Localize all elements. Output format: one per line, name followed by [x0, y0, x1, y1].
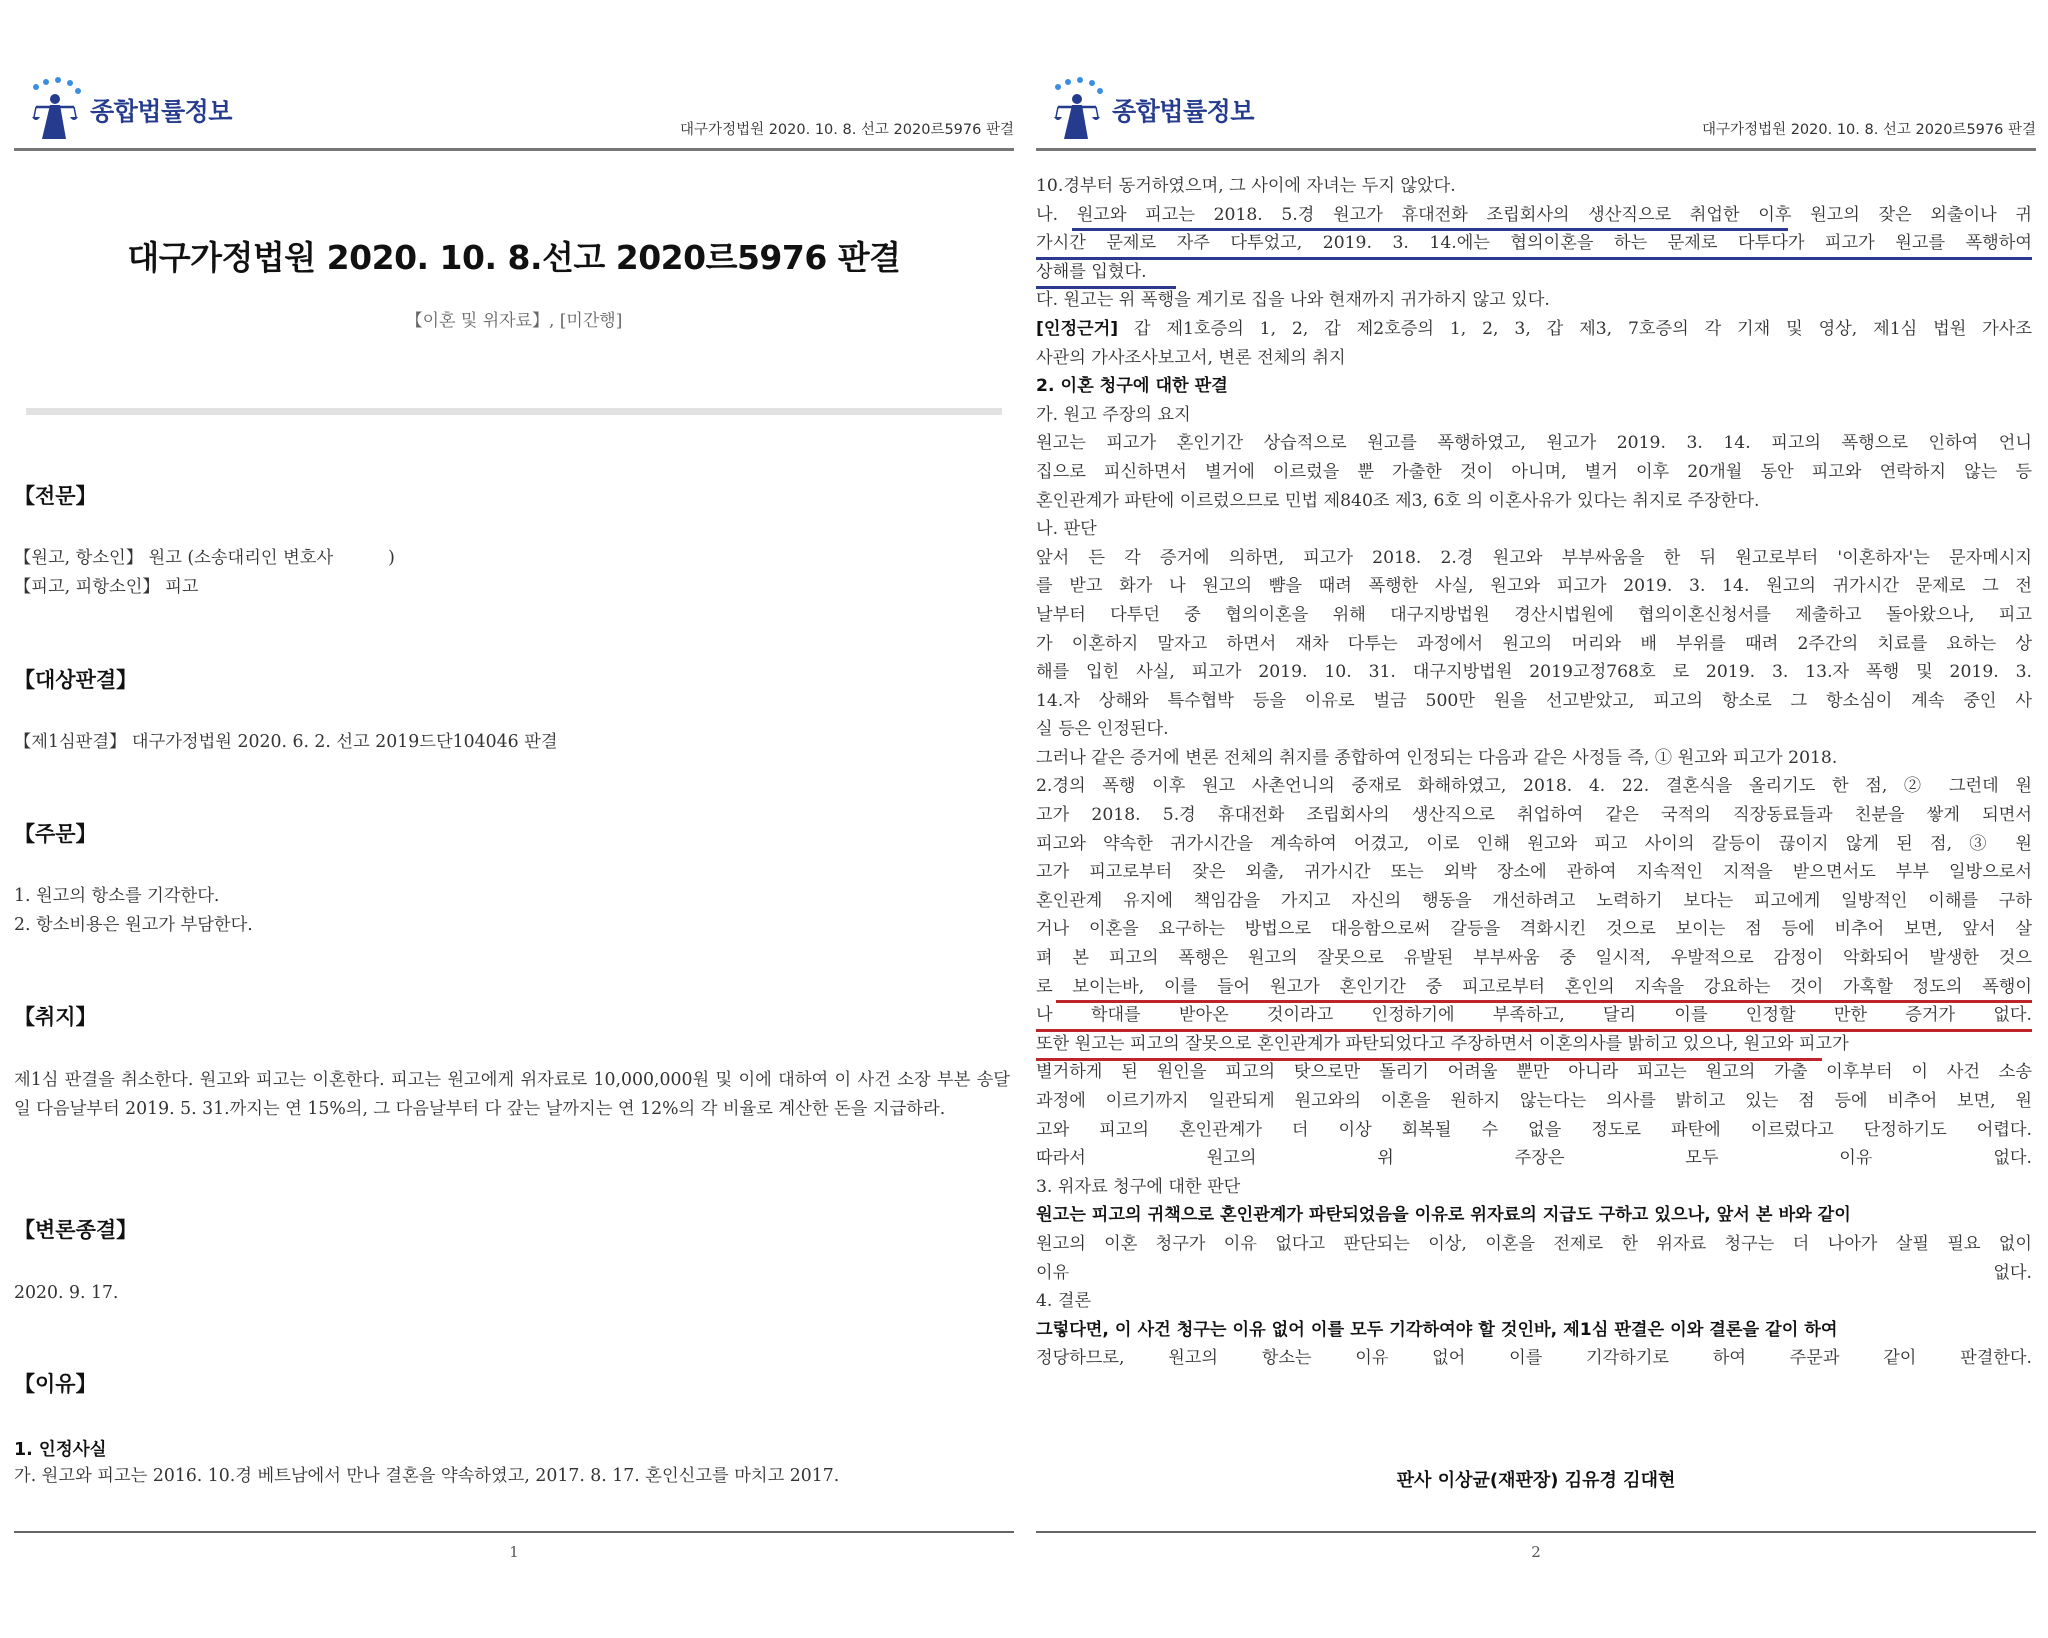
target-judgment-text: 【제1심판결】 대구가정법원 2020. 6. 2. 선고 2019드단104046 판결 [14, 732, 558, 752]
brand-name: 종합법률정보 [1112, 97, 1254, 126]
highlight-underline [1036, 1058, 1822, 1061]
judges-signature: 판사 이상균(재판장) 김유경 김대현 [1396, 1470, 1676, 1491]
footer-divider [1036, 1531, 2036, 1533]
section-purpose: 【취지】 [14, 1005, 97, 1029]
highlight-underline [1036, 286, 1176, 289]
text-line: 가 이혼하지 말자고 하면서 재차 다투는 과정에서 원고의 머리와 배 부위를 때려 2주간의 치료를 요하는 상 [1036, 633, 2032, 654]
text-line: 다. 원고는 위 폭행을 계기로 집을 나와 현재까지 귀가하지 않고 있다. [1036, 290, 1550, 311]
text-line: 고가 피고로부터 잦은 외출, 귀가시간 또는 외박 장소에 관하여 지속적인 지적을 받으면서도 부부 일방으로서 [1036, 862, 2032, 883]
text-line: 따라서 원고의 위 주장은 모두 이유 없다. [1036, 1148, 2032, 1169]
text-line: 앞서 든 각 증거에 의하면, 피고가 2018. 2.경 원고와 부부싸움을 한 뒤 원고로부터 '이혼하자'는 문자메시지 [1036, 547, 2032, 568]
text-line: 거나 이혼을 요구하는 방법으로 대응함으로써 갈등을 격화시킨 것으로 보이는 점 등에 비추어 보면, 앞서 살 [1036, 919, 2032, 940]
text-line: 집으로 피신하면서 별거에 이르렀을 뿐 가출한 것이 아니며, 별거 이후 20개월 동안 피고와 연락하지 않는 등 [1036, 461, 2032, 482]
section-heading: 그렇다면, 이 사건 청구는 이유 없어 이를 모두 기각하여야 할 것인바, 제1심 판결은 이와 결론을 같이 하여 [1036, 1319, 1838, 1340]
text-line: 혼인관계가 파탄에 이르렀으므로 민법 제840조 제3, 6호 의 이혼사유가 있다는 취지로 주장한다. [1036, 490, 1760, 511]
section-target-judgment: 【대상판결】 [14, 668, 138, 692]
text-line: 상해를 입혔다. [1036, 261, 1147, 282]
judgment-body [1036, 172, 2032, 1373]
section-heading: 2. 이혼 청구에 대한 판결 [1036, 376, 1228, 397]
reason-first-line: 가. 원고와 피고는 2016. 10.경 베트남에서 만나 결혼을 약속하였고, 2017. 8. 17. 혼인신고를 마치고 2017. [14, 1466, 840, 1486]
text-line: 고가 2018. 5.경 휴대전화 조립회사의 생산직으로 취업하여 같은 국적의 직장동료들과 친분을 쌓게 되면서 [1036, 805, 2032, 826]
text-line: [인정근거] 갑 제1호증의 1, 2, 갑 제2호증의 1, 2, 3, 갑 제3, 7호증의 각 기재 및 영상, 제1심 법원 가사조 [1036, 318, 2032, 339]
page-header [14, 72, 1014, 151]
text-line: 피고와 약속한 귀가시간을 계속하여 어겼고, 이로 인해 원고와 피고 사이의 갈등이 끊이지 않게 된 점, ③ 원 [1036, 833, 2032, 854]
text-line: 펴 본 피고의 폭행은 원고의 잘못으로 유발된 부부싸움 중 일시적, 우발적으로 감정이 악화되어 발생한 것으 [1036, 948, 2032, 969]
text-line: 나. 원고와 피고는 2018. 5.경 원고가 휴대전화 조립회사의 생산직으로 취업한 이후 원고의 잦은 외출이나 귀 [1036, 204, 2032, 225]
document-subtitle: 【이혼 및 위자료】, [미간행] [405, 311, 623, 331]
page-1 [14, 0, 1022, 1638]
text-line: 과정에 이르기까지 일관되게 원고와의 이혼을 원하지 않는다는 의사를 밝히고 있는 점 등에 비추어 보면, 원 [1036, 1091, 2032, 1111]
party-defendant: 【피고, 피항소인】 피고 [14, 577, 199, 597]
highlight-underline [1036, 257, 2032, 260]
text-line: 가. 원고 주장의 요지 [1036, 404, 1191, 425]
text-line: 가시간 문제로 자주 다투었고, 2019. 3. 14.에는 협의이혼을 하는 문제로 다투다가 피고가 원고를 폭행하여 [1036, 233, 2032, 254]
brand-logo[interactable] [1044, 78, 1254, 142]
section-closing: 【변론종결】 [14, 1218, 138, 1242]
text-line: 10.경부터 동거하였으며, 그 사이에 자녀는 두지 않았다. [1036, 176, 1456, 196]
title-divider [26, 408, 1002, 415]
text-line: 3. 위자료 청구에 대한 판단 [1036, 1176, 1241, 1197]
header-case-title: 대구가정법원 2020. 10. 8. 선고 2020르5976 판결 [1702, 122, 2036, 138]
text-line: 사관의 가사조사보고서, 변론 전체의 취지 [1036, 347, 1346, 368]
text-line: 2.경의 폭행 이후 원고 사촌언니의 중재로 화해하였고, 2018. 4. 22. 결혼식을 올리기도 한 점, ② 그런데 원 [1036, 776, 2032, 797]
page-header [1036, 72, 2036, 151]
justice-figure-icon [22, 77, 88, 143]
footer-divider [14, 1531, 1014, 1533]
page-2 [1036, 0, 2044, 1638]
text-line: 실 등은 인정된다. [1036, 719, 1169, 740]
text-line: 정당하므로, 원고의 항소는 이유 없어 이를 기각하기로 하여 주문과 같이 판결한다. [1036, 1348, 2032, 1369]
brand-name: 종합법률정보 [90, 97, 232, 126]
highlight-underline [1036, 1029, 2032, 1032]
section-reason: 【이유】 [14, 1372, 97, 1396]
evidence-label: [인정근거] [1036, 318, 1119, 339]
text-line: 해를 입힌 사실, 피고가 2019. 10. 31. 대구지방법원 2019고정768호 로 2019. 3. 13.자 폭행 및 2019. 3. [1036, 662, 2032, 683]
text-line: 고와 피고의 혼인관계가 더 이상 회복될 수 없을 정도로 파탄에 이르렀다고 단정하기도 어렵다. [1036, 1119, 2032, 1140]
section-order: 【주문】 [14, 822, 97, 846]
highlight-underline [1072, 228, 1788, 231]
section-preamble: 【전문】 [14, 484, 97, 508]
closing-date: 2020. 9. 17. [14, 1283, 119, 1303]
text-line: 별거하게 된 원인을 피고의 탓으로만 돌리기 어려울 뿐만 아니라 피고는 원고의 가출 이후부터 이 사건 소송 [1036, 1062, 2032, 1083]
brand-logo[interactable] [22, 78, 232, 142]
page-number: 2 [1531, 1543, 1541, 1561]
text-line: 날부터 다투던 중 협의이혼을 위해 대구지방법원 경산시법원에 협의이혼신청서를 제출하고 돌아왔으나, 피고 [1036, 604, 2032, 625]
text-line: 원고의 이혼 청구가 이유 없다고 판단되는 이상, 이혼을 전제로 한 위자료 청구는 더 나아가 살필 필요 없이 [1036, 1233, 2032, 1254]
text-line: 로 보이는바, 이를 들어 원고가 혼인기간 중 피고로부터 혼인의 지속을 강요하는 것이 가혹할 정도의 폭행이 [1036, 976, 2032, 997]
document-title: 대구가정법원 2020. 10. 8.선고 2020르5976 판결 [127, 238, 901, 277]
text-line: 이유 없다. [1036, 1262, 2032, 1283]
justice-figure-icon [1044, 77, 1110, 143]
text-line: 혼인관계 유지에 책임감을 가지고 자신의 행동을 개선하려고 노력하기 보다는 피고에게 일방적인 이해를 구하 [1036, 890, 2032, 911]
text-line: 그러나 같은 증거에 변론 전체의 취지를 종합하여 인정되는 다음과 같은 사정들 즉, ① 원고와 피고가 2018. [1036, 747, 1838, 768]
header-case-title: 대구가정법원 2020. 10. 8. 선고 2020르5976 판결 [680, 122, 1014, 138]
reason-heading: 1. 인정사실 [14, 1440, 107, 1460]
text-line: 나. 판단 [1036, 519, 1097, 540]
text-line: 또한 원고는 피고의 잘못으로 혼인관계가 파탄되었다고 주장하면서 이혼의사를 밝히고 있으나, 원고와 피고가 [1036, 1033, 1849, 1054]
highlight-underline [1056, 1000, 2032, 1003]
text-line: 나 학대를 받아온 것이라고 인정하기에 부족하고, 달리 이를 인정할 만한 증거가 없다. [1036, 1005, 2032, 1026]
order-item: 2. 항소비용은 원고가 부담한다. [14, 915, 253, 935]
page-number: 1 [509, 1543, 519, 1561]
purpose-text: 제1심 판결을 취소한다. 원고와 피고는 이혼한다. 피고는 원고에게 위자료로 10,000,000원 및 이에 대하여 이 사건 소장 부본 송달일 다음날부터 2019. 5. 31.까지는 연 15%의, 그 다음날부터 다 갚는 날까지는 연 12%의 각 비율로 계산한 돈을 지급하라. [14, 1070, 1010, 1119]
text-line: 를 받고 화가 나 원고의 뺨을 때려 폭행한 사실, 원고와 피고가 2019. 3. 14. 원고의 귀가시간 문제로 그 전 [1036, 576, 2032, 597]
order-item: 1. 원고의 항소를 기각한다. [14, 886, 220, 906]
text-line: 원고는 피고가 혼인기간 상습적으로 원고를 폭행하였고, 원고가 2019. 3. 14. 피고의 폭행으로 인하여 언니 [1036, 433, 2032, 454]
text-line: 14.자 상해와 특수협박 등을 이유로 벌금 500만 원을 선고받았고, 피고의 항소로 그 항소심이 계속 중인 사 [1036, 690, 2032, 711]
section-heading: 원고는 피고의 귀책으로 혼인관계가 파탄되었음을 이유로 위자료의 지급도 구하고 있으나, 앞서 본 바와 같이 [1036, 1205, 1851, 1226]
party-plaintiff: 【원고, 항소인】 원고 (소송대리인 변호사 ) [14, 548, 395, 568]
text-line: 4. 결론 [1036, 1291, 1092, 1312]
